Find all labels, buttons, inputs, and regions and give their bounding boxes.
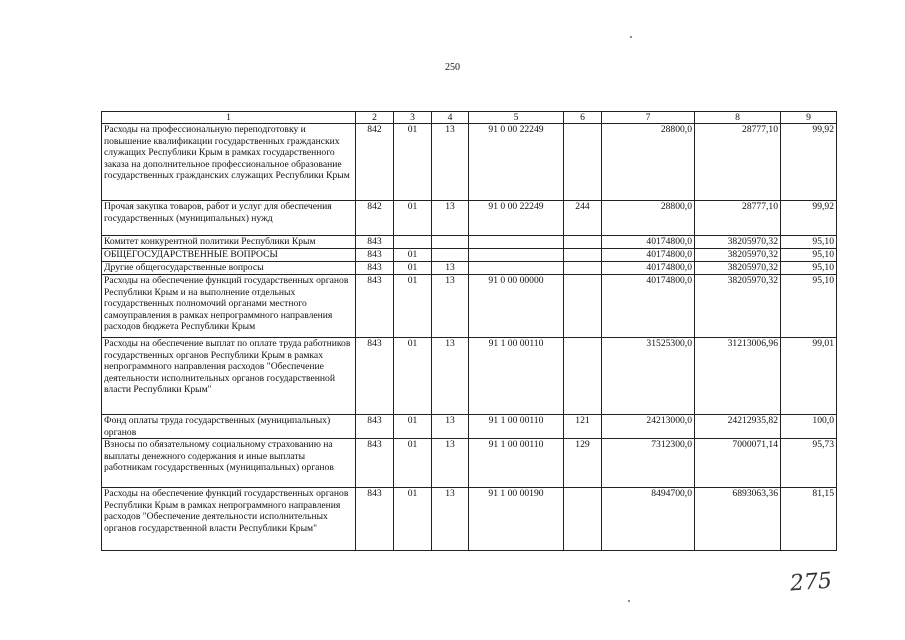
table-row xyxy=(102,249,837,262)
row-code-target-article: 91 1 00 00110 xyxy=(469,338,564,415)
row-code-expense-type xyxy=(564,249,602,262)
table-row xyxy=(102,236,837,249)
row-planned-amount: 28800,0 xyxy=(602,201,695,236)
row-actual-amount: 38205970,32 xyxy=(695,236,781,249)
column-header-3: 3 xyxy=(394,112,432,124)
row-actual-amount: 31213006,96 xyxy=(695,338,781,415)
row-code-grbs: 843 xyxy=(356,262,394,275)
row-execution-percent: 100,0 xyxy=(781,415,837,439)
row-code-expense-type xyxy=(564,236,602,249)
row-code-subsection xyxy=(432,249,469,262)
row-code-target-article xyxy=(469,236,564,249)
row-code-grbs: 842 xyxy=(356,201,394,236)
row-code-target-article: 91 1 00 00190 xyxy=(469,488,564,551)
row-description: Расходы на обеспечение выплат по оплате труда работников государственных органов Республики Крым в рамках непрограммного направления расходов "Обеспечение деятельности исполнительных органов государственной власти Республики Крым" xyxy=(102,338,356,415)
row-actual-amount: 24212935,82 xyxy=(695,415,781,439)
row-code-subsection xyxy=(432,236,469,249)
row-code-target-article: 91 0 00 22249 xyxy=(469,201,564,236)
row-description: Расходы на обеспечение функций государственных органов Республики Крым и на выполнение отдельных государственных полномочий органами местного самоуправления в рамках непрограммного направления расходов бюджета Республики Крым xyxy=(102,275,356,338)
row-code-subsection: 13 xyxy=(432,275,469,338)
row-code-grbs: 843 xyxy=(356,439,394,488)
row-planned-amount: 40174800,0 xyxy=(602,262,695,275)
column-header-5: 5 xyxy=(469,112,564,124)
row-code-target-article: 91 1 00 00110 xyxy=(469,415,564,439)
row-planned-amount: 8494700,0 xyxy=(602,488,695,551)
row-execution-percent: 95,10 xyxy=(781,236,837,249)
row-execution-percent: 81,15 xyxy=(781,488,837,551)
row-code-grbs: 843 xyxy=(356,415,394,439)
row-code-target-article: 91 0 00 22249 xyxy=(469,124,564,201)
row-code-target-article: 91 0 00 00000 xyxy=(469,275,564,338)
row-code-expense-type xyxy=(564,488,602,551)
row-code-subsection: 13 xyxy=(432,488,469,551)
row-code-grbs: 842 xyxy=(356,124,394,201)
row-actual-amount: 28777,10 xyxy=(695,201,781,236)
row-actual-amount: 7000071,14 xyxy=(695,439,781,488)
row-execution-percent: 99,01 xyxy=(781,338,837,415)
row-code-grbs: 843 xyxy=(356,249,394,262)
row-code-section: 01 xyxy=(394,488,432,551)
row-description: Комитет конкурентной политики Республики Крым xyxy=(102,236,356,249)
row-code-subsection: 13 xyxy=(432,262,469,275)
row-code-section xyxy=(394,236,432,249)
table-row xyxy=(102,415,837,439)
row-code-subsection: 13 xyxy=(432,415,469,439)
row-description: Фонд оплаты труда государственных (муниципальных) органов xyxy=(102,415,356,439)
row-code-section: 01 xyxy=(394,249,432,262)
row-code-target-article xyxy=(469,262,564,275)
row-code-target-article xyxy=(469,249,564,262)
page-number: 250 xyxy=(445,62,460,73)
column-header-4: 4 xyxy=(432,112,469,124)
column-header-8: 8 xyxy=(695,112,781,124)
row-execution-percent: 99,92 xyxy=(781,201,837,236)
row-actual-amount: 38205970,32 xyxy=(695,275,781,338)
row-planned-amount: 40174800,0 xyxy=(602,275,695,338)
row-code-section: 01 xyxy=(394,201,432,236)
table-row xyxy=(102,262,837,275)
row-planned-amount: 7312300,0 xyxy=(602,439,695,488)
row-execution-percent: 95,10 xyxy=(781,262,837,275)
row-code-expense-type: 129 xyxy=(564,439,602,488)
row-code-expense-type xyxy=(564,275,602,338)
table-row xyxy=(102,338,837,415)
row-planned-amount: 31525300,0 xyxy=(602,338,695,415)
table-row xyxy=(102,439,837,488)
row-code-section: 01 xyxy=(394,439,432,488)
row-code-expense-type: 121 xyxy=(564,415,602,439)
row-execution-percent: 95,73 xyxy=(781,439,837,488)
table-header-row xyxy=(102,112,837,124)
column-header-2: 2 xyxy=(356,112,394,124)
row-code-grbs: 843 xyxy=(356,488,394,551)
row-code-section: 01 xyxy=(394,415,432,439)
row-code-subsection: 13 xyxy=(432,124,469,201)
row-code-expense-type: 244 xyxy=(564,201,602,236)
row-code-expense-type xyxy=(564,262,602,275)
row-code-expense-type xyxy=(564,338,602,415)
table-row xyxy=(102,488,837,551)
row-execution-percent: 95,10 xyxy=(781,275,837,338)
row-execution-percent: 95,10 xyxy=(781,249,837,262)
row-code-section: 01 xyxy=(394,275,432,338)
row-code-grbs: 843 xyxy=(356,275,394,338)
row-planned-amount: 40174800,0 xyxy=(602,236,695,249)
row-planned-amount: 24213000,0 xyxy=(602,415,695,439)
row-description: Расходы на обеспечение функций государственных органов Республики Крым в рамках непрограммного направления расходов "Обеспечение деятельности исполнительных органов государственной власти Республики Крым" xyxy=(102,488,356,551)
row-code-grbs: 843 xyxy=(356,236,394,249)
column-header-9: 9 xyxy=(781,112,837,124)
row-code-target-article: 91 1 00 00110 xyxy=(469,439,564,488)
row-description: Прочая закупка товаров, работ и услуг для обеспечения государственных (муниципальных) нужд xyxy=(102,201,356,236)
row-execution-percent: 99,92 xyxy=(781,124,837,201)
row-actual-amount: 38205970,32 xyxy=(695,249,781,262)
column-header-1: 1 xyxy=(102,112,356,124)
row-code-subsection: 13 xyxy=(432,439,469,488)
budget-table xyxy=(101,111,837,551)
row-actual-amount: 38205970,32 xyxy=(695,262,781,275)
row-description: Другие общегосударственные вопросы xyxy=(102,262,356,275)
column-header-6: 6 xyxy=(564,112,602,124)
row-planned-amount: 40174800,0 xyxy=(602,249,695,262)
row-code-subsection: 13 xyxy=(432,338,469,415)
row-code-grbs: 843 xyxy=(356,338,394,415)
row-code-section: 01 xyxy=(394,338,432,415)
scan-speck xyxy=(630,36,632,38)
column-header-7: 7 xyxy=(602,112,695,124)
row-code-section: 01 xyxy=(394,262,432,275)
scan-speck xyxy=(628,600,630,602)
row-description: Расходы на профессиональную переподготовку и повышение квалификации государственных гражданских служащих Республики Крым в рамках государственного заказа на дополнительное профессиональное образование государственных гражданских служащих Республики Крым xyxy=(102,124,356,201)
table-row xyxy=(102,124,837,201)
row-code-expense-type xyxy=(564,124,602,201)
row-description: Взносы по обязательному социальному страхованию на выплаты денежного содержания и иные выплаты работникам государственных (муниципальных) органов xyxy=(102,439,356,488)
row-code-section: 01 xyxy=(394,124,432,201)
row-planned-amount: 28800,0 xyxy=(602,124,695,201)
row-description: ОБЩЕГОСУДАРСТВЕННЫЕ ВОПРОСЫ xyxy=(102,249,356,262)
row-actual-amount: 28777,10 xyxy=(695,124,781,201)
row-actual-amount: 6893063,36 xyxy=(695,488,781,551)
table-row xyxy=(102,201,837,236)
table-row xyxy=(102,275,837,338)
row-code-subsection: 13 xyxy=(432,201,469,236)
handwritten-page-number: 275 xyxy=(789,568,833,597)
